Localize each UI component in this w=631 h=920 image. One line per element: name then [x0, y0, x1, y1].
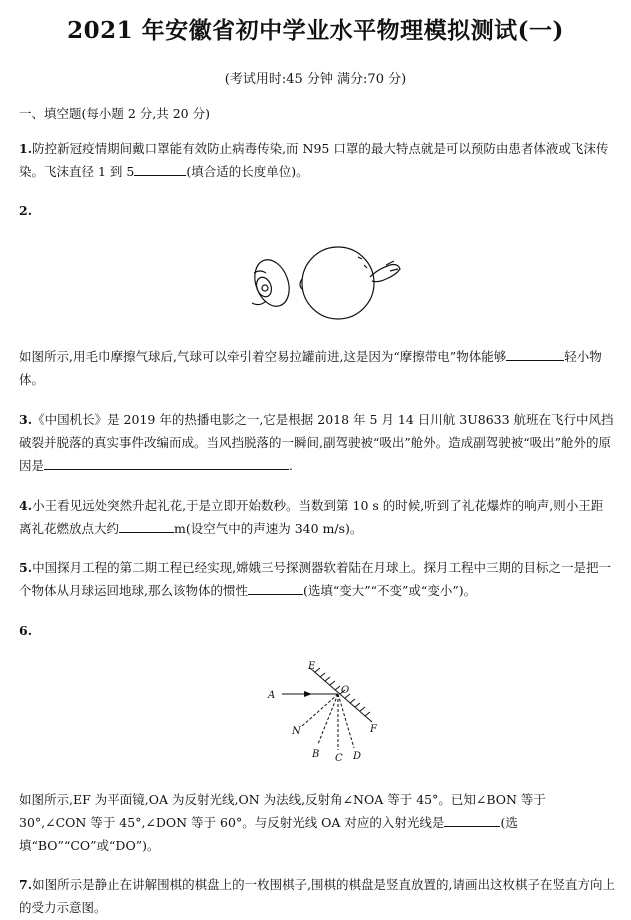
question-2 — [19, 345, 615, 391]
question-number: 5. — [19, 560, 33, 575]
question-text: 防控新冠疫情期间戴口罩能有效防止病毒传染,而 N95 口罩的最大特点就是可以预防由患者体液或飞沫传染。飞沫直径 1 到 5 — [19, 141, 609, 179]
ray-BO — [318, 694, 338, 744]
label-N: N — [292, 726, 301, 737]
label-D: D — [353, 751, 362, 762]
balloon-can-figure — [240, 243, 410, 325]
question-number: 3. — [19, 412, 33, 427]
label-F: F — [370, 724, 377, 735]
question-text: 《中国机长》是 2019 年的热播电影之一,它是根据 2018 年 5 月 14 日川航 3U8633 航班在飞行中风挡破裂并脱落的真实事件改编而成。当风挡脱落的一瞬间,副驾驶被“吸出”舱外。造成副驾驶被“吸出”舱外的原因是 — [19, 412, 614, 473]
question-6-number — [19, 619, 615, 642]
answer-blank[interactable] — [444, 813, 500, 827]
question-3 — [19, 408, 615, 477]
question-number: 1. — [19, 141, 33, 156]
question-text: 如图所示是静止在讲解围棋的棋盘上的一枚围棋子,围棋的棋盘是竖直放置的,请画出这枚棋子在竖直方向上的受力示意图。 — [19, 877, 616, 915]
question-number: 2. — [19, 203, 33, 218]
question-tail: . — [289, 458, 293, 473]
label-C: C — [335, 753, 343, 764]
answer-blank[interactable] — [506, 347, 564, 361]
question-tail: 轻小物体。 — [19, 349, 602, 387]
question-text: 小王看见远处突然升起礼花,于是立即开始数秒。当数到第 10 s 的时候,听到了礼花爆炸的响声,则小王距离礼花燃放点大约 — [19, 498, 604, 536]
label-B: B — [312, 749, 320, 760]
question-4 — [19, 494, 615, 540]
question-1 — [19, 137, 615, 183]
question-tail: (填合适的长度单位)。 — [186, 164, 309, 179]
question-tail: m(设空气中的声速为 340 m/s)。 — [174, 521, 363, 536]
question-5 — [19, 556, 615, 602]
answer-blank[interactable] — [119, 519, 174, 533]
question-text: 如图所示,用毛巾摩擦气球后,气球可以牵引着空易拉罐前进,这是因为“摩擦带电”物体能够 — [19, 349, 507, 364]
question-text: 如图所示,EF 为平面镜,OA 为反射光线,ON 为法线,反射角∠NOA 等于 45°。已知∠BON 等于 30°,∠CON 等于 45°,∠DON 等于 60°。与反射光线 OA 对应的入射光线是 — [19, 792, 546, 830]
answer-blank[interactable] — [134, 162, 186, 176]
normal-ON — [302, 694, 338, 726]
mirror-ray-diagram — [258, 660, 388, 764]
page-title: 2021 年安徽省初中学业水平物理模拟测试(一) — [67, 17, 564, 44]
section-heading: 一、填空题(每小题 2 分,共 20 分) — [19, 106, 210, 121]
question-6 — [19, 788, 615, 857]
answer-blank[interactable] — [248, 581, 303, 595]
label-E: E — [308, 661, 316, 672]
question-7 — [19, 873, 615, 919]
question-number: 7. — [19, 877, 33, 892]
exam-info: (考试用时:45 分钟 满分:70 分) — [224, 72, 407, 87]
label-O: O — [341, 685, 350, 696]
arrow-head — [304, 691, 312, 697]
question-2-number — [19, 199, 615, 222]
question-number: 6. — [19, 623, 33, 638]
question-tail: (选填“变大”“不变”或“变小”)。 — [302, 583, 477, 598]
question-tail: (选填“BO”“CO”或“DO”)。 — [19, 815, 518, 853]
question-number: 4. — [19, 498, 33, 513]
label-A: A — [268, 690, 276, 701]
answer-blank[interactable] — [44, 456, 289, 470]
question-text: 中国探月工程的第二期工程已经实现,嫦娥三号探测器软着陆在月球上。探月工程中三期的目标之一是把一个物体从月球运回地球,那么该物体的惯性 — [19, 560, 612, 598]
